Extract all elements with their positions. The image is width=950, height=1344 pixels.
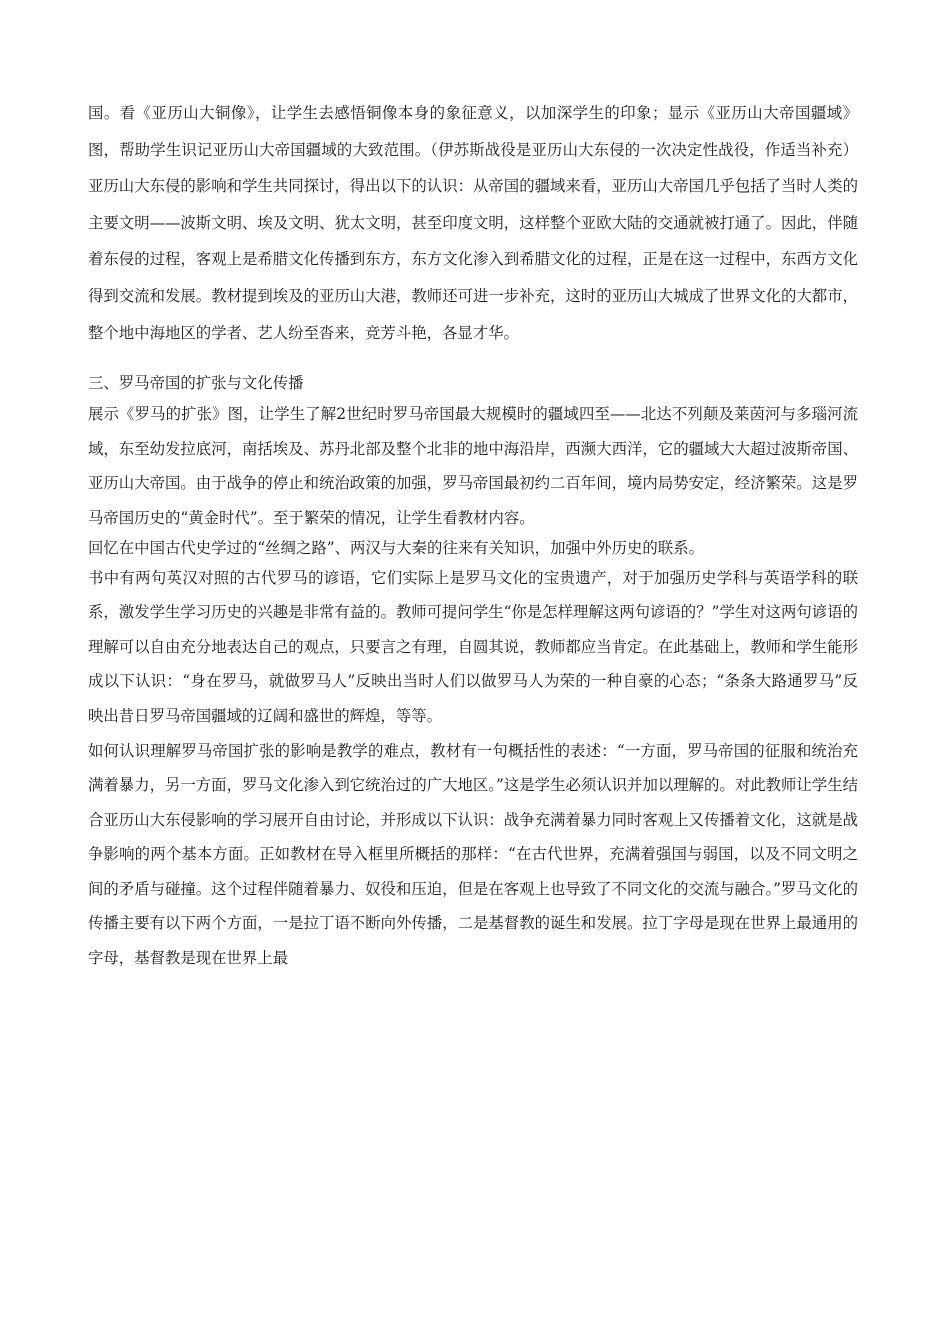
paragraph-roman-influence: 如何认识理解罗马帝国扩张的影响是教学的难点，教材有一句概括性的表述：“一方面，罗马帝国的征服和统治充满着暴力，另一方面，罗马文化渗入到它统治过的广大地区。”这是学生必须认识并加以理解的。对此教师让学生结合亚历山大东侵影响的学习展开自由讨论，并形成以下认识：战争充满着暴力同时客观上又传播着文化，这就是战争影响的两个基本方面。正如教材在导入框里所概括的那样：“在古代世界，充满着强国与弱国，以及不同文明之间的矛盾与碰撞。这个过程伴随着暴力、奴役和压迫，但是在客观上也导致了不同文化的交流与融合。”罗马文化的传播主要有以下两个方面，一是拉丁语不断向外传播，二是基督教的诞生和发展。拉丁字母是现在世界上最通用的字母，基督教是现在世界上最 xyxy=(88,741,858,968)
document-page xyxy=(88,95,858,976)
paragraph-alexander-conquest: 国。看《亚历山大铜像》，让学生去感悟铜像本身的象征意义，以加深学生的印象；显示《亚历山大帝国疆域》图，帮助学生识记亚历山大帝国疆域的大致范围。（伊苏斯战役是亚历山大东侵的一次决定性战役，作适当补充）亚历山大东侵的影响和学生共同探讨，得出以下的认识：从帝国的疆域来看，亚历山大帝国几乎包括了当时人类的主要文明——波斯文明、埃及文明、犹太文明，甚至印度文明，这样整个亚欧大陆的交通就被打通了。因此，伴随着东侵的过程，客观上是希腊文化传播到东方，东方文化渗入到希腊文化的过程，正是在这一过程中，东西方文化得到交流和发展。教材提到埃及的亚历山大港，教师还可进一步补充，这时的亚历山大城成了世界文化的大都市，整个地中海地区的学者、艺人纷至沓来，竞芳斗艳，各显才华。 xyxy=(88,104,858,342)
paragraph-gap xyxy=(88,351,858,369)
paragraph-roman-expansion-map: 展示《罗马的扩张》图，让学生了解2世纪时罗马帝国最大规模时的疆域四至——北达不列颠及莱茵河与多瑙河流域，东至幼发拉底河，南括埃及、苏丹北部及整个北非的地中海沿岸，西濒大西洋，它的疆域大大超过波斯帝国、亚历山大帝国。由于战争的停止和统治政策的加强，罗马帝国最初约二百年间，境内局势安定，经济繁荣。这是罗马帝国历史的“黄金时代”。至于繁荣的情况，让学生看教材内容。 xyxy=(88,405,858,527)
paragraph-silk-road-review: 回忆在中国古代史学过的“丝绸之路”、两汉与大秦的往来有关知识，加强中外历史的联系。 xyxy=(88,538,704,557)
section-heading-roman-empire: 三、罗马帝国的扩张与文化传播 xyxy=(88,374,304,393)
paragraph-roman-proverbs: 书中有两句英汉对照的古代罗马的谚语，它们实际上是罗马文化的宝贵遗产，对于加强历史学科与英语学科的联系，激发学生学习历史的兴趣是非常有益的。教师可提问学生“你是怎样理解这两句谚语的？”学生对这两句谚语的理解可以自由充分地表达自己的观点，只要言之有理，自圆其说，教师都应当肯定。在此基础上，教师和学生能形成以下认识：“身在罗马，就做罗马人”反映出当时人们以做罗马人为荣的一种自豪的心态；“条条大路通罗马”反映出昔日罗马帝国疆域的辽阔和盛世的辉煌，等等。 xyxy=(88,568,858,725)
